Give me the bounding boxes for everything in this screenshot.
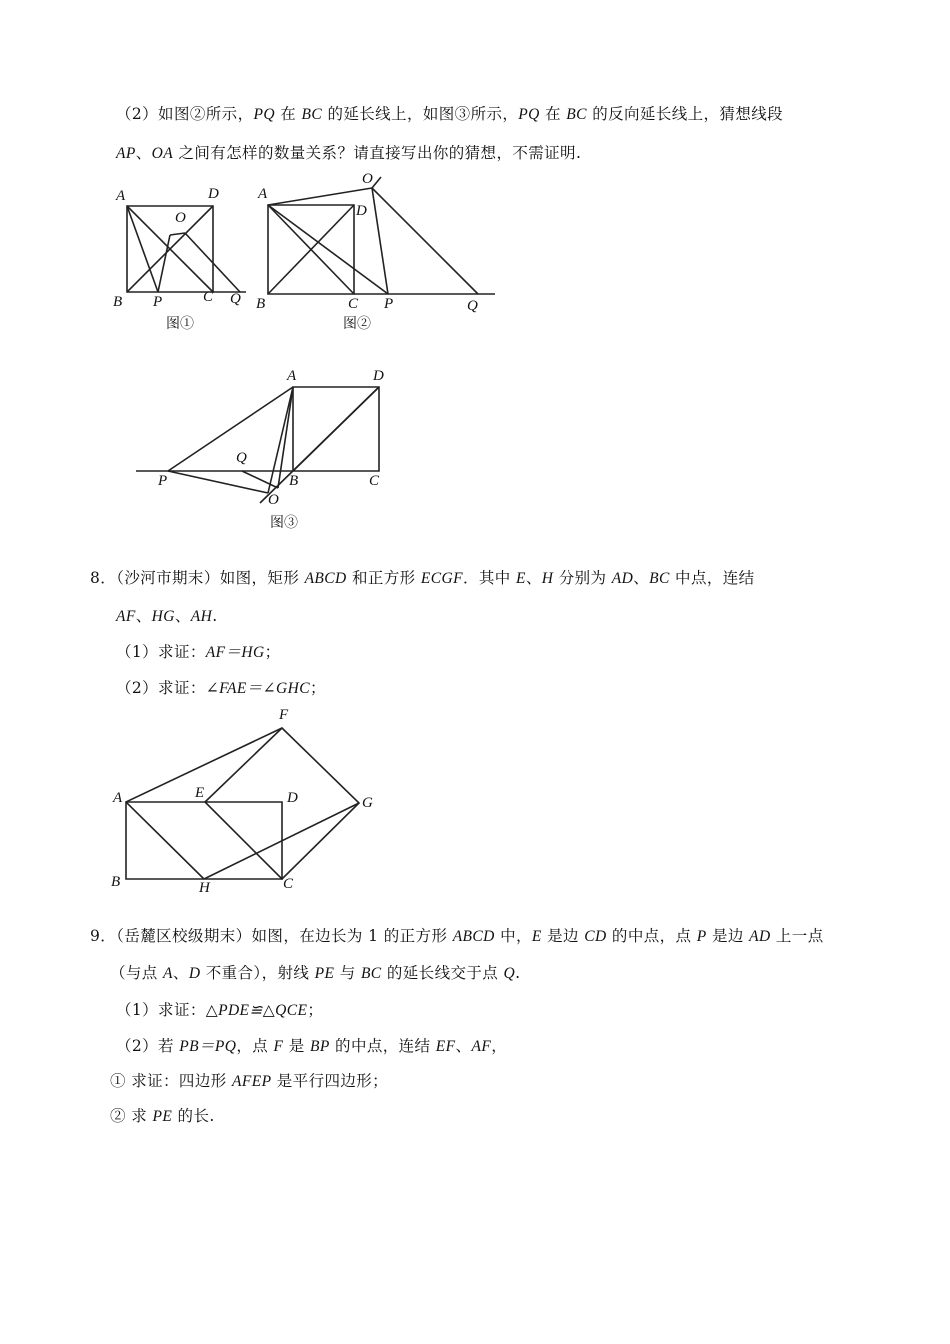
text: （与点: [110, 964, 164, 982]
fig2-label: A: [258, 186, 268, 202]
math-var: Q: [503, 965, 516, 982]
text: 的中点，连结: [329, 1037, 436, 1055]
text: 之间有怎样的数量关系？请直接写出你的猜想，不需证明.: [173, 144, 582, 162]
figure-q8-diagram: [126, 728, 359, 879]
text: 、: [633, 569, 650, 587]
fig3-line-do-ext: [260, 387, 379, 503]
figure-3-diagram: [136, 387, 379, 503]
math-var: BC: [301, 106, 323, 123]
fig3-line-ap: [168, 387, 293, 471]
text: 中，: [494, 927, 532, 945]
math-var: AD: [749, 928, 771, 945]
text: 的反向延长线上，猜想线段: [586, 105, 784, 123]
math-expr: PB＝PQ: [179, 1038, 237, 1055]
text: 、: [174, 607, 191, 625]
fig1-label: A: [116, 188, 126, 204]
text: （2）求证：: [116, 679, 206, 697]
q8-fig-label: G: [362, 795, 373, 811]
text: 如图，在边长为 1 的正方形: [251, 927, 453, 945]
fig1-label: O: [175, 210, 186, 226]
q8-fig-label: F: [279, 707, 289, 723]
math-var: E: [516, 570, 526, 587]
text: 中点，连结: [669, 569, 755, 587]
q8-fig-label: C: [283, 876, 294, 892]
text: （1）求证：: [116, 643, 206, 661]
fig3-label: Q: [236, 450, 247, 466]
text: （1）求证：: [116, 1001, 206, 1019]
fig3-label: A: [287, 368, 297, 384]
text: 是: [283, 1037, 310, 1055]
fig1-label: C: [203, 289, 214, 305]
text: 、: [525, 569, 542, 587]
math-var: AD: [611, 570, 634, 587]
question-number: 9．: [90, 927, 117, 945]
q8-part1: [116, 641, 281, 664]
fig2-label: Q: [467, 298, 478, 314]
text: 是边: [541, 927, 585, 945]
text: 与: [334, 964, 361, 982]
q8-fig-label: E: [195, 785, 205, 801]
math-var: BC: [360, 965, 382, 982]
text: 和正方形: [346, 569, 421, 587]
math-var: AFEP: [231, 1073, 272, 1090]
text: 不重合），射线: [200, 964, 315, 982]
figure-2-diagram: [268, 177, 495, 294]
text: ② 求: [110, 1107, 153, 1125]
text: 、: [135, 144, 152, 162]
fig2-line-ext: [372, 177, 381, 188]
text: 在: [539, 105, 567, 123]
math-expr: AF＝HG: [205, 644, 265, 661]
q9-sub1: [110, 1070, 388, 1093]
q8-fig-label: B: [111, 874, 121, 890]
q8-line1: [90, 567, 755, 590]
math-var: P: [696, 928, 707, 945]
text: （2）如图: [116, 105, 190, 123]
math-var: BP: [309, 1038, 330, 1055]
text: .: [212, 607, 218, 625]
math-var: ECGF: [420, 570, 463, 587]
fig3-line-po: [168, 471, 268, 493]
fig3-label: P: [158, 473, 168, 489]
figure-1-diagram: [127, 206, 246, 292]
math-var: D: [188, 965, 201, 982]
text: 的中点，点: [606, 927, 697, 945]
fig2-label: C: [348, 296, 359, 312]
fig2-caption: 图②: [343, 316, 371, 332]
fig3-label: O: [268, 492, 279, 508]
math-var: PQ: [518, 106, 540, 123]
math-var: BC: [649, 570, 670, 587]
text: ① 求证：四边形: [110, 1072, 232, 1090]
text: 在: [274, 105, 302, 123]
fig1-caption: 图①: [166, 316, 194, 332]
question-source: （岳麓区校级期末）: [116, 927, 252, 945]
math-var: HG: [151, 608, 175, 625]
text: 是平行四边形；: [271, 1072, 389, 1090]
math-var: AP: [116, 145, 136, 162]
text: ，: [491, 1037, 508, 1055]
text: ；: [264, 643, 281, 661]
text: 的延长线上，如图: [322, 105, 455, 123]
fig2-line-oq: [372, 188, 478, 294]
math-var: BC: [566, 106, 587, 123]
fig3-label: D: [373, 368, 384, 384]
text: ．其中: [462, 569, 517, 587]
text: ；: [309, 679, 326, 697]
q9-part2: [116, 1035, 507, 1058]
fig-ref: ②: [189, 105, 206, 123]
fig2-label: P: [384, 296, 394, 312]
fig1-label: B: [113, 294, 123, 310]
math-var: E: [531, 928, 542, 945]
text: ，点: [236, 1037, 274, 1055]
math-var: CD: [584, 928, 607, 945]
math-var: ABCD: [304, 570, 347, 587]
fig2-line-ap: [268, 205, 388, 294]
q8-rectangle: [126, 802, 282, 879]
fig2-label: D: [356, 203, 367, 219]
math-var: H: [541, 570, 554, 587]
fig1-label: P: [153, 294, 163, 310]
fig1-label: D: [208, 186, 219, 202]
math-var: EF: [435, 1038, 456, 1055]
math-var: F: [273, 1038, 284, 1055]
text: （2）若: [116, 1037, 180, 1055]
fig2-label: B: [256, 296, 266, 312]
text: 、: [455, 1037, 472, 1055]
text: ；: [307, 1001, 324, 1019]
q8-part2: [116, 677, 326, 700]
text: 、: [172, 964, 189, 982]
math-var: PE: [152, 1108, 173, 1125]
q9-line1: [90, 925, 824, 948]
math-var: ABCD: [452, 928, 495, 945]
fig2-line-op: [372, 188, 388, 294]
text: 上一点: [770, 927, 824, 945]
fig3-caption: 图③: [270, 515, 298, 531]
fig1-line-oo: [170, 233, 185, 235]
math-var: AF: [471, 1038, 492, 1055]
text: .: [515, 964, 521, 982]
math-expr: ∠FAE＝∠GHC: [205, 680, 310, 697]
q8-line2: [116, 605, 218, 628]
math-var: PQ: [253, 106, 275, 123]
math-var: OA: [151, 145, 174, 162]
math-var: A: [163, 965, 173, 982]
q8-fig-label: A: [113, 790, 123, 806]
fig3-label: B: [289, 473, 299, 489]
fig1-label: Q: [230, 291, 241, 307]
fig1-line-ap: [127, 206, 158, 292]
text: 是边: [706, 927, 750, 945]
q8-fig-label: D: [287, 790, 298, 806]
math-var: AF: [116, 608, 136, 625]
text: 分别为: [553, 569, 612, 587]
q8-line-ah: [126, 802, 204, 879]
text: 如图，矩形: [219, 569, 305, 587]
fig3-label: C: [369, 473, 380, 489]
text: 、: [135, 607, 152, 625]
question-number: 8．: [90, 569, 117, 587]
q9-part1: [116, 999, 323, 1022]
question-source: （沙河市期末）: [116, 569, 220, 587]
text: 所示，: [470, 105, 519, 123]
text: 所示，: [205, 105, 254, 123]
fig-ref: ③: [454, 105, 471, 123]
fig2-label: O: [362, 171, 373, 187]
math-var: AH: [190, 608, 213, 625]
q9-line2: [110, 962, 520, 985]
text: 的延长线交于点: [381, 964, 504, 982]
math-expr: △PDE≌△QCE: [205, 1002, 308, 1019]
q9-sub2: [110, 1105, 215, 1128]
text: 的长.: [172, 1107, 215, 1125]
q8-fig-label: H: [199, 880, 210, 896]
math-var: PE: [314, 965, 335, 982]
